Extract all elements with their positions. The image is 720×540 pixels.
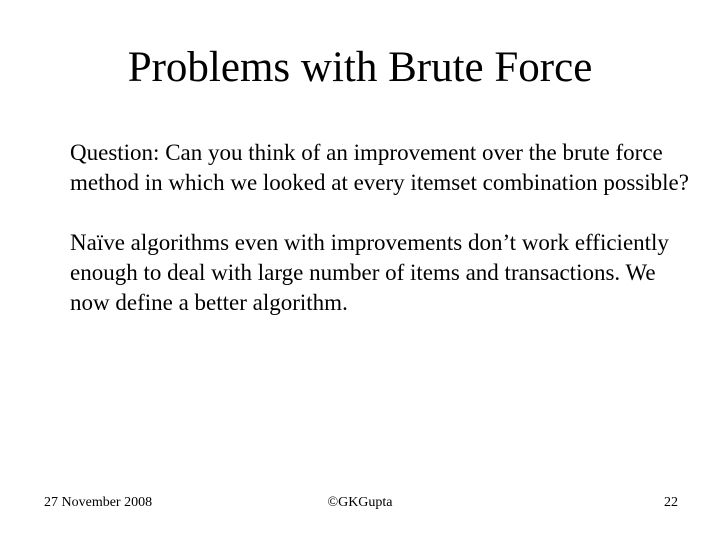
- paragraph-question: Question: Can you think of an improvement over the brute force method in which we looked at every itemset combination possible?: [70, 140, 689, 195]
- slide-body: [70, 138, 700, 348]
- paragraph-naive-algorithms: Naïve algorithms even with improvements don’t work efficiently enough to deal with large number of items and transactions. We now define a better algorithm.: [70, 230, 669, 315]
- slide-title: Problems with Brute Force: [127, 44, 593, 91]
- footer-page-number: 22: [664, 495, 678, 510]
- footer-date: 27 November 2008: [44, 495, 153, 510]
- footer-author: ©GKGupta: [327, 495, 393, 510]
